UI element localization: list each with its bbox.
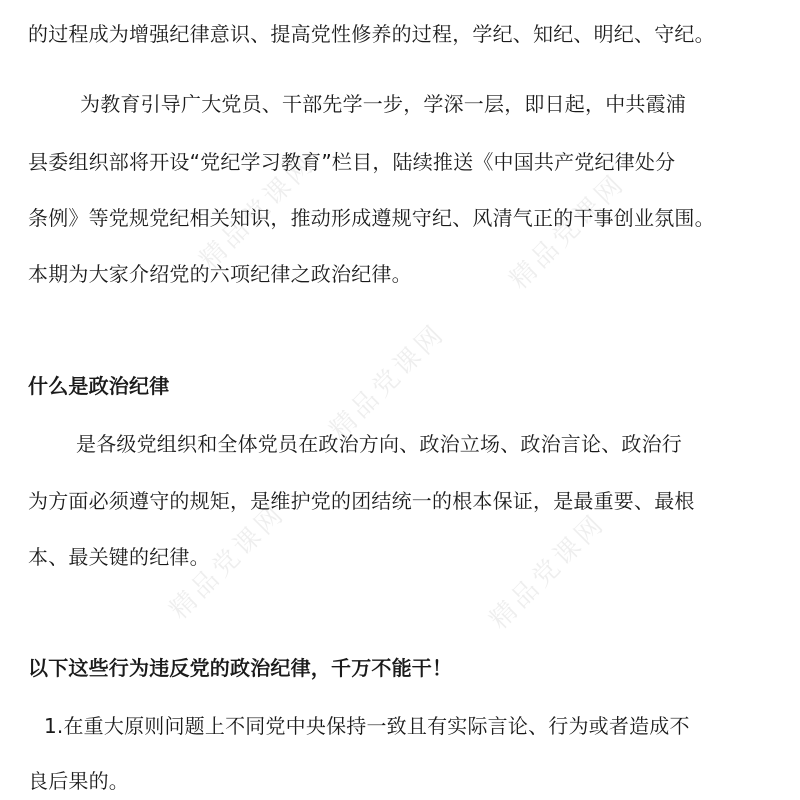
list-item-line: 良后果的。 [28, 769, 129, 793]
section-heading: 什么是政治纪律 [28, 374, 170, 398]
watermark: 精品党课网 [324, 318, 452, 446]
list-item-line: 1.在重大原则问题上不同党中央保持一致且有实际言论、行为或者造成不 [44, 714, 690, 738]
paragraph-line: 为方面必须遵守的规矩，是维护党的团结统一的根本保证，是最重要、最根 [28, 489, 695, 513]
watermark: 精品党课网 [484, 508, 612, 636]
paragraph-line: 为教育引导广大党员、干部先学一步，学深一层，即日起，中共霞浦 [80, 92, 686, 116]
paragraph-line: 县委组织部将开设“党纪学习教育”栏目，陆续推送《中国共产党纪律处分 [28, 150, 676, 174]
paragraph-line: 是各级党组织和全体党员在政治方向、政治立场、政治言论、政治行 [76, 432, 682, 456]
watermark: 精品党课网 [194, 148, 322, 276]
paragraph-line: 条例》等党规党纪相关知识，推动形成遵规守纪、风清气正的干事创业氛围。 [28, 206, 715, 230]
watermark: 精品党课网 [164, 498, 292, 626]
watermark: 精品党课网 [504, 168, 632, 296]
paragraph-line: 的过程成为增强纪律意识、提高党性修养的过程，学纪、知纪、明纪、守纪。 [28, 22, 715, 46]
section-heading: 以下这些行为违反党的政治纪律，千万不能干！ [28, 656, 453, 680]
paragraph-line: 本、最关键的纪律。 [28, 545, 210, 569]
paragraph-line: 本期为大家介绍党的六项纪律之政治纪律。 [28, 262, 412, 286]
